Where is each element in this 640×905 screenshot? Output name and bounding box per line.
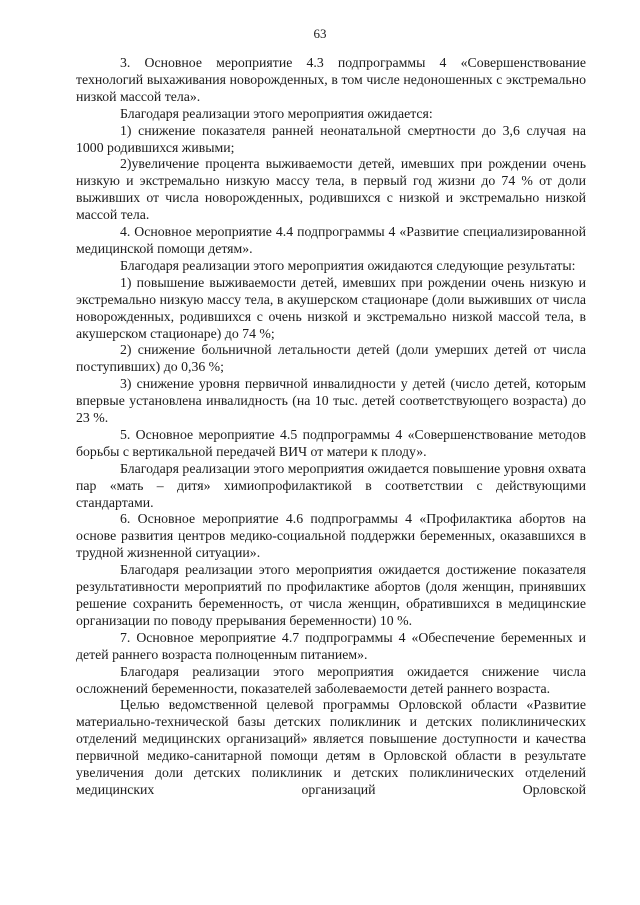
paragraph: 1) повышение выживаемости детей, имевших при рождении очень низкую и экстремально низкую массу тела, в акушерском стационаре (доли выживших от числа новорожденных, родившихся с очень низкой и экстремально низкой массой тела, в акушерском стационаре) до 74 %; [76, 274, 586, 341]
paragraph: Благодаря реализации этого мероприятия ожидается повышение уровня охвата пар «мать – дитя» химиопрофилактикой в соответствии с действующими стандартами. [76, 460, 586, 510]
paragraph: 4. Основное мероприятие 4.4 подпрограммы 4 «Развитие специализированной медицинской помощи детям». [76, 224, 586, 256]
paragraph: Благодаря реализации этого мероприятия ожидаются следующие результаты: [120, 257, 576, 273]
paragraph: Благодаря реализации этого мероприятия ожидается: [120, 105, 433, 121]
paragraph: 6. Основное мероприятие 4.6 подпрограммы 4 «Профилактика абортов на основе развития центров медико-социальной поддержки беременных, оказавшихся в трудной жизненной ситуации». [76, 511, 586, 561]
paragraph: Благодаря реализации этого мероприятия ожидается снижение числа осложнений беременности, показателей заболеваемости детей раннего возраста. [76, 663, 586, 696]
paragraph: Благодаря реализации этого мероприятия ожидается достижение показателя результативности мероприятий по профилактике абортов (доля женщин, принявших решение сохранить беременность, от числа женщин, обратившихся в медицинские организации по поводу прерывания беременности) 10 %. [76, 562, 586, 628]
paragraph: 5. Основное мероприятие 4.5 подпрограммы 4 «Совершенствование методов борьбы с вертикальной передачей ВИЧ от матери к плоду». [76, 426, 586, 459]
paragraph: 3) снижение уровня первичной инвалидности у детей (число детей, которым впервые установлена инвалидность (на 10 тыс. детей соответствующего возраста) до 23 %. [76, 376, 586, 426]
paragraph: 7. Основное мероприятие 4.7 подпрограммы 4 «Обеспечение беременных и детей раннего возраста полноценным питанием». [76, 629, 586, 662]
paragraph: 2)увеличение процента выживаемости детей, имевших при рождении очень низкую и экстремально низкую массу тела, в первый год жизни до 74 % от доли выживших от числа новорожденных, родившихся с низкой и экстремально низкой массой тела. [76, 156, 586, 223]
paragraph: 2) снижение больничной летальности детей (доли умерших детей от числа поступивших) до 0,36 %; [76, 342, 586, 375]
document-body [76, 55, 586, 799]
paragraph: 3. Основное мероприятие 4.3 подпрограммы 4 «Совершенствование технологий выхаживания новорожденных, в том числе недоношенных с экстремально низкой массой тела». [76, 55, 586, 104]
page-number: 63 [313, 26, 327, 41]
paragraph: Целью ведомственной целевой программы Орловской области «Развитие материально-технической базы детских поликлиник и детских поликлинических отделений медицинских организаций» является повышение доступности и качества первичной медико-санитарной помощи детям в Орловской области в результате увеличения доли детских поликлиник и детских поликлинических отделений медицинских организаций Орловской [76, 697, 586, 797]
paragraph: 1) снижение показателя ранней неонатальной смертности до 3,6 случая на 1000 родившихся живыми; [76, 122, 586, 155]
